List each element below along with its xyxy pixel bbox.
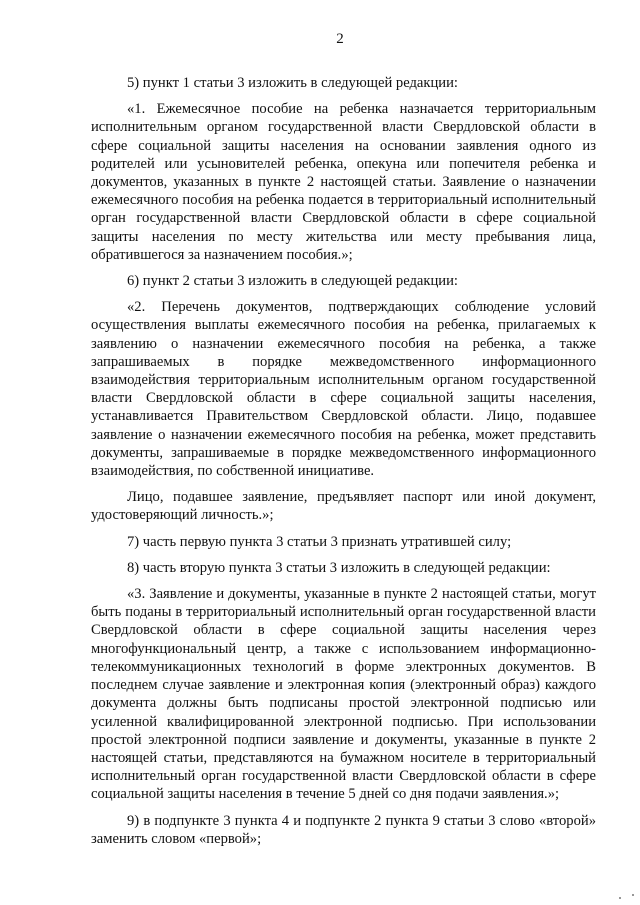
paragraph-item-5-heading: 5) пункт 1 статьи 3 изложить в следующей редакции: (127, 75, 458, 91)
scan-speck (632, 894, 634, 896)
paragraph-item-6-text: «2. Перечень документов, подтверждающих соблюдение условий осуществления выплаты ежемесячного пособия на ребенка, прилагаемых к заявлению о назначении ежемесячного пособия на ребенка, а также запрашиваемых в порядке межведомственного информационного взаимодействия территориальным исполнительным органом государственной власти Свердловской области в сфере социальной защиты населения, устанавливается Правительством Свердловской области. Лицо, подавшее заявление о назначении ежемесячного пособия на ребенка, может представить документы, запрашиваемые в порядке межведомственного информационного взаимодействия, по собственной инициативе. (91, 299, 596, 480)
paragraph-item-6-passport: Лицо, подавшее заявление, предъявляет паспорт или иной документ, удостоверяющий личность.»; (91, 489, 596, 524)
scan-speck (619, 897, 621, 899)
paragraph-item-9: 9) в подпункте 3 пункта 4 и подпункте 2 пункта 9 статьи 3 слово «второй» заменить словом «первой»; (91, 812, 596, 847)
paragraph-item-5-text: «1. Ежемесячное пособие на ребенка назначается территориальным исполнительным органом государственной власти Свердловской области в сфере социальной защиты населения на основании заявления одного из родителей или усыновителей ребенка, опекуна или попечителя ребенка и документов, указанных в пункте 2 настоящей статьи. Заявление о назначении ежемесячного пособия на ребенка подается в территориальный исполнительный орган государственной власти Свердловской области в сфере социальной защиты населения по месту жительства или месту пребывания лица, обратившегося за назначением пособия.»; (91, 101, 596, 263)
paragraph-item-8-text: «3. Заявление и документы, указанные в пункте 2 настоящей статьи, могут быть поданы в территориальный исполнительный орган государственной власти Свердловской области в сфере социальной защиты населения через многофункциональный центр, а также с использованием информационно-телекоммуникационных технологий в форме электронных документов. В последнем случае заявление и электронная копия (электронный образ) каждого документа должны быть подписаны простой электронной подписью или усиленной квалифицированной электронной подписью. При использовании простой электронной подписи заявление и документы, указанные в пункте 2 настоящей статьи, представляются на бумажном носителе в территориальный исполнительный орган государственной власти Свердловской области в сфере социальной защиты населения в течение 5 дней со дня подачи заявления.»; (91, 586, 596, 803)
paragraph-item-7: 7) часть первую пункта 3 статьи 3 признать утратившей силу; (127, 533, 512, 550)
paragraph-item-6-heading: 6) пункт 2 статьи 3 изложить в следующей редакции: (127, 273, 458, 290)
page-number: 2 (336, 31, 344, 47)
paragraph-item-8-heading: 8) часть вторую пункта 3 статьи 3 изложить в следующей редакции: (127, 559, 551, 576)
document-body (91, 74, 596, 848)
